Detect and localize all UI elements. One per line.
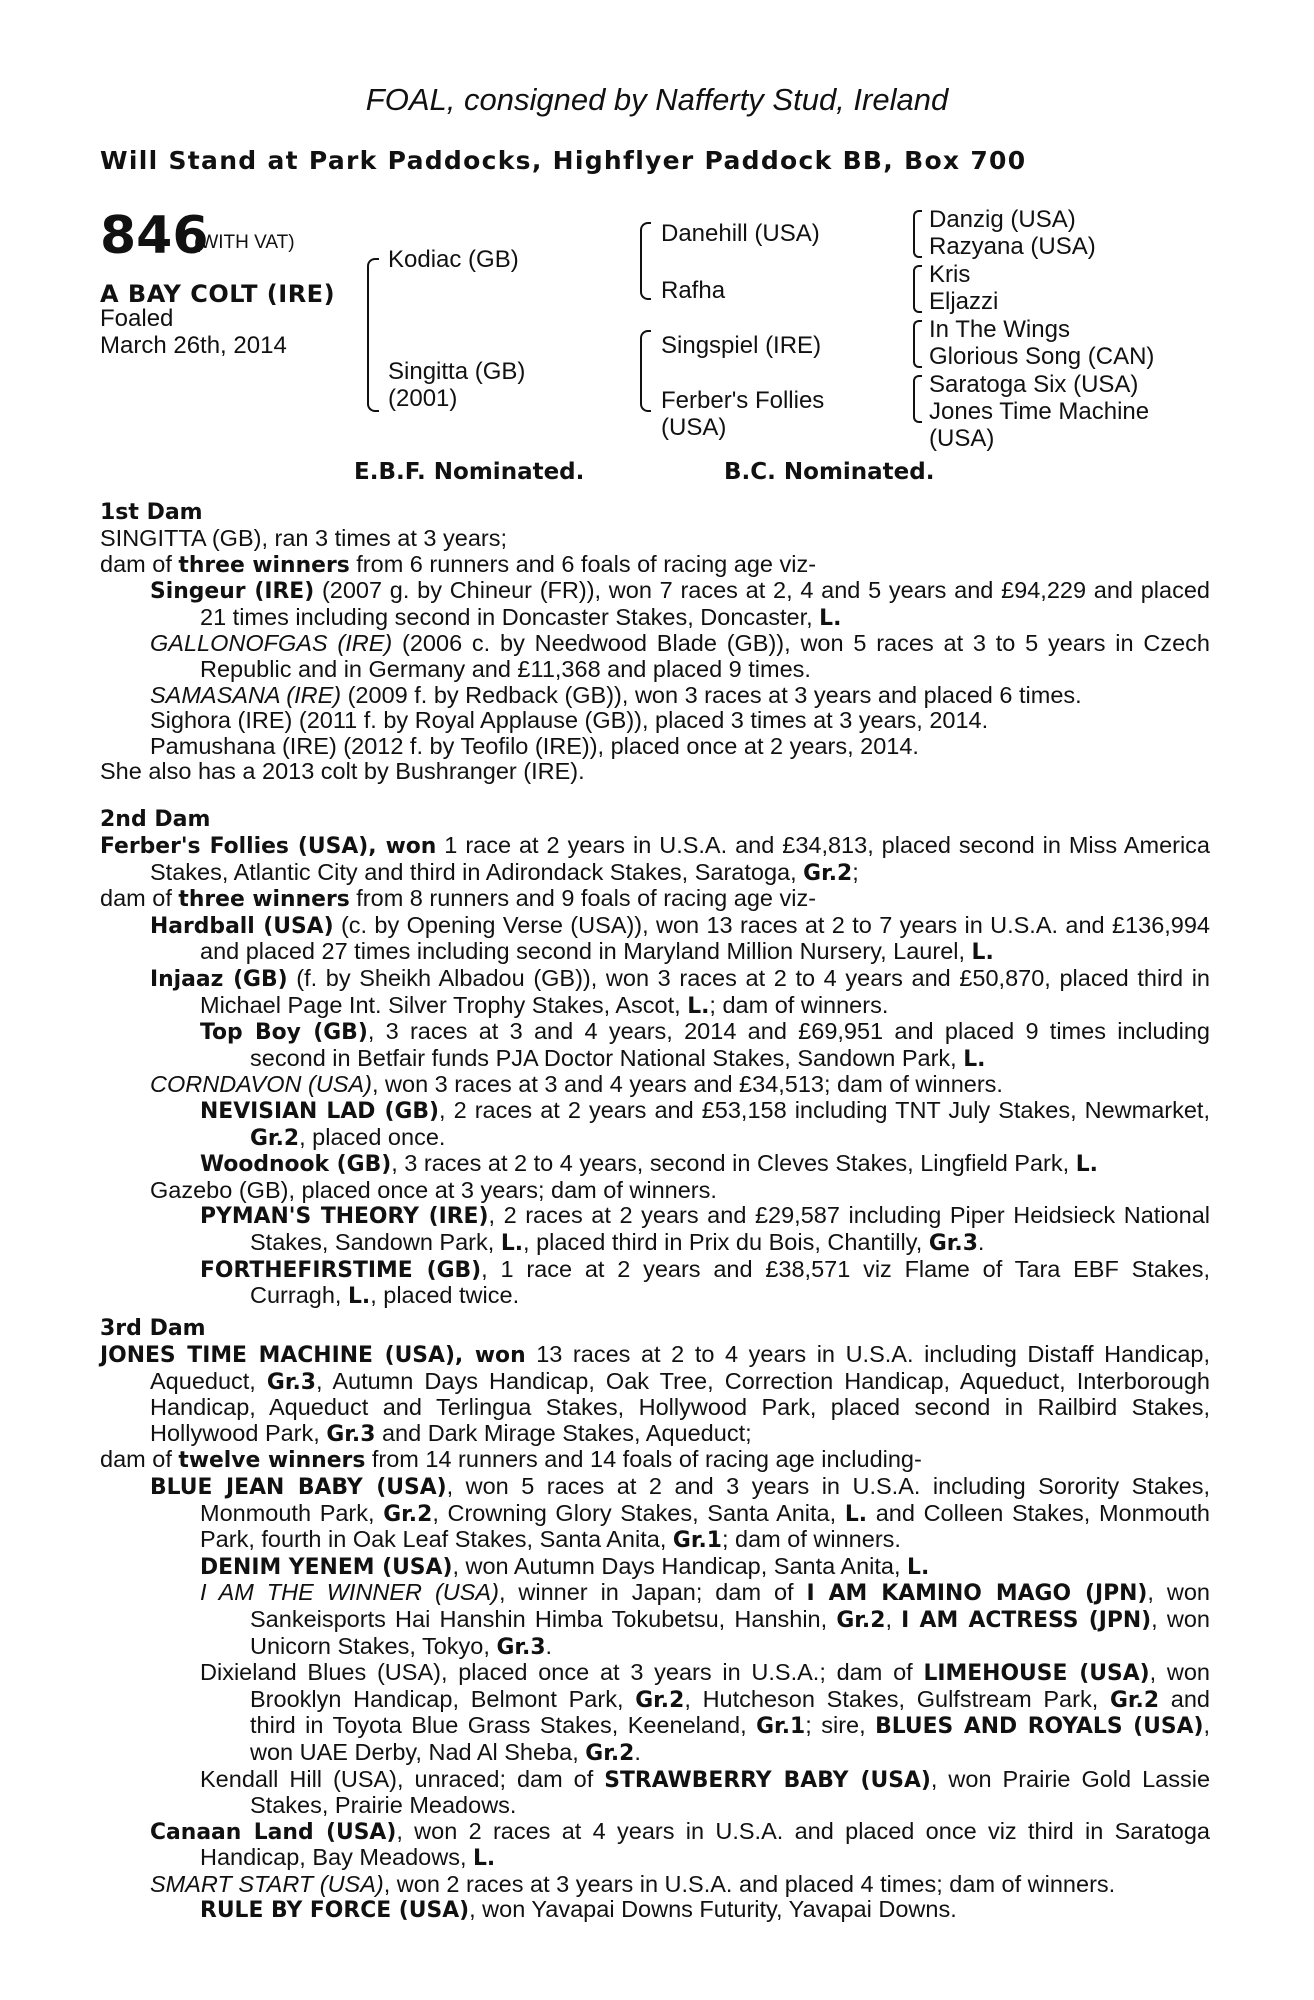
pedigree-bracket <box>913 210 922 258</box>
produce-entry: PYMAN'S THEORY (IRE), 2 races at 2 years and £29,587 including Piper Heidsieck National Stakes, Sandown Park, L., placed third in Prix du Bois, Chantilly, Gr.3. <box>200 1202 1210 1256</box>
lot-description: A BAY COLT (IRE) <box>100 280 336 308</box>
ancestor-g3-1: Danzig (USA) <box>929 206 1076 233</box>
produce-entry: Gazebo (GB), placed once at 3 years; dam of winners. <box>150 1176 717 1203</box>
produce-entry: Kendall Hill (USA), unraced; dam of STRAWBERRY BABY (USA), won Prairie Gold Lassie Stakes, Prairie Meadows. <box>200 1765 1211 1819</box>
second-dam-section <box>100 807 1210 1310</box>
lot-number: 846 <box>100 206 209 266</box>
produce-entry: Singeur (IRE) (2007 g. by Chineur (FR)), won 7 races at 2, 4 and 5 years and £94,229 and placed 21 times including second in Doncaster Stakes, Doncaster, L. <box>150 577 1210 631</box>
pedigree-bracket <box>913 265 922 313</box>
produce-entry: NEVISIAN LAD (GB), 2 races at 2 years and £53,158 including TNT July Stakes, Newmarket, Gr.2, placed once. <box>200 1096 1210 1151</box>
produce-entry: Dixieland Blues (USA), placed once at 3 years in U.S.A.; dam of LIMEHOUSE (USA), won Brooklyn Handicap, Belmont Park, Gr.2, Hutcheson Stakes, Gulfstream Park, Gr.2 and third in Toyota Blue Grass Stakes, Keeneland, Gr.1; sire, BLUES AND ROYALS (USA), won UAE Derby, Nad Al Sheba, Gr.2. <box>200 1659 1211 1766</box>
dam-produce-summary: dam of twelve winners from 14 runners and 14 foals of racing age including- <box>100 1446 922 1474</box>
pedigree-bracket <box>913 375 922 423</box>
ancestor-g3-6: Glorious Song (CAN) <box>929 343 1155 370</box>
first-dam-heading: 1st Dam <box>100 500 203 525</box>
vat-note: (WITH VAT) <box>194 232 295 253</box>
ancestor-g3-7: Saratoga Six (USA) <box>929 371 1139 398</box>
produce-entry: SMART START (USA), won 2 races at 3 years in U.S.A. and placed 4 times; dam of winners. <box>150 1870 1116 1897</box>
dam-sire: Singspiel (IRE) <box>661 332 822 359</box>
produce-entry: Sighora (IRE) (2011 f. by Royal Applause (GB)), placed 3 times at 3 years, 2014. <box>150 707 989 734</box>
produce-entry: RULE BY FORCE (USA), won Yavapai Downs Futurity, Yavapai Downs. <box>200 1896 957 1924</box>
first-dam-section <box>100 500 1210 785</box>
produce-entry: Injaaz (GB) (f. by Sheikh Albadou (GB)), won 3 races at 2 to 4 years and £50,870, placed third in Michael Page Int. Silver Trophy Stakes, Ascot, L.; dam of winners. <box>150 964 1210 1019</box>
produce-entry: I AM THE WINNER (USA), winner in Japan; dam of I AM KAMINO MAGO (JPN), won Sankeisports Hai Hanshin Himba Tokubetsu, Hanshin, Gr.2, I AM ACTRESS (JPN), won Unicorn Stakes, Tokyo, Gr.3. <box>200 1579 1211 1660</box>
produce-entry: Top Boy (GB), 3 races at 3 and 4 years, 2014 and £69,951 and placed 9 times including second in Betfair funds PJA Doctor National Stakes, Sandown Park, L. <box>200 1018 1210 1072</box>
dam-year: (2001) <box>388 385 458 412</box>
foaled-date: March 26th, 2014 <box>100 332 287 359</box>
sire-dam: Rafha <box>661 277 726 304</box>
foaled-label: Foaled <box>100 305 174 332</box>
dam-name: Singitta (GB) <box>388 358 526 385</box>
ancestor-g3-3: Kris <box>929 261 971 288</box>
ebf-nominated: E.B.F. Nominated. <box>354 459 585 485</box>
dam-record: Ferber's Follies (USA), won 1 race at 2 years in U.S.A. and £34,813, placed second in Miss America Stakes, Atlantic City and third in Adirondack Stakes, Saratoga, Gr.2; <box>100 832 1210 886</box>
produce-entry: Hardball (USA) (c. by Opening Verse (USA)), won 13 races at 2 to 7 years in U.S.A. and £136,994 and placed 27 times including second in Maryland Million Nursery, Laurel, L. <box>150 911 1210 966</box>
dam-produce-summary: dam of three winners from 6 runners and 6 foals of racing age viz- <box>100 550 817 578</box>
produce-entry: SAMASANA (IRE) (2009 f. by Redback (GB)), won 3 races at 3 years and placed 6 times. <box>150 681 1082 708</box>
dam-produce-summary: dam of three winners from 8 runners and 9 foals of racing age viz- <box>100 885 817 913</box>
produce-entry: FORTHEFIRSTIME (GB), 1 race at 2 years and £38,571 viz Flame of Tara EBF Stakes, Curragh, L., placed twice. <box>200 1255 1210 1310</box>
produce-note: She also has a 2013 colt by Bushranger (IRE). <box>100 758 585 785</box>
ancestor-g3-8: Jones Time Machine <box>929 398 1150 425</box>
produce-entry: CORNDAVON (USA), won 3 races at 3 and 4 years and £34,513; dam of winners. <box>150 1071 1003 1098</box>
dam-dam-country: (USA) <box>661 414 727 441</box>
produce-entry: Canaan Land (USA), won 2 races at 4 years in U.S.A. and placed once viz third in Saratoga Handicap, Bay Meadows, L. <box>150 1817 1210 1872</box>
ancestor-g3-4: Eljazzi <box>929 288 999 315</box>
bc-nominated: B.C. Nominated. <box>724 459 935 485</box>
dam-dam: Ferber's Follies <box>661 387 825 414</box>
produce-entry: GALLONOFGAS (IRE) (2006 c. by Needwood Blade (GB)), won 5 races at 3 to 5 years in Czech Republic and in Germany and £11,368 and placed 9 times. <box>150 630 1210 682</box>
ancestor-g3-8-country: (USA) <box>929 425 995 452</box>
stabling-line: Will Stand at Park Paddocks, Highflyer Paddock BB, Box 700 <box>100 146 1027 175</box>
pedigree-bracket <box>367 258 379 412</box>
produce-entry: Woodnook (GB), 3 races at 2 to 4 years, second in Cleves Stakes, Lingfield Park, L. <box>200 1150 1098 1178</box>
produce-entry: Pamushana (IRE) (2012 f. by Teofilo (IRE)), placed once at 2 years, 2014. <box>150 732 919 759</box>
dam-record: JONES TIME MACHINE (USA), won 13 races at 2 to 4 years in U.S.A. including Distaff Handicap, Aqueduct, Gr.3, Autumn Days Handicap, Oak Tree, Correction Handicap, Aqueduct, Interborough Handicap, Aqueduct and Terlingua Stakes, Hollywood Park, placed second in Railbird Stakes, Hollywood Park, Gr.3 and Dark Mirage Stakes, Aqueduct; <box>100 1341 1211 1447</box>
pedigree-bracket <box>640 222 651 300</box>
ancestor-g3-2: Razyana (USA) <box>929 233 1096 260</box>
second-dam-heading: 2nd Dam <box>100 807 211 832</box>
dam-record: SINGITTA (GB), ran 3 times at 3 years; <box>100 525 508 551</box>
pedigree-bracket <box>640 330 651 412</box>
third-dam-heading: 3rd Dam <box>100 1316 206 1341</box>
ancestor-g3-5: In The Wings <box>929 316 1070 343</box>
sire-name: Kodiac (GB) <box>388 246 519 273</box>
produce-entry: BLUE JEAN BABY (USA), won 5 races at 2 and 3 years in U.S.A. including Sorority Stakes, Monmouth Park, Gr.2, Crowning Glory Stakes, Santa Anita, L. and Colleen Stakes, Monmouth Park, fourth in Oak Leaf Stakes, Santa Anita, Gr.1; dam of winners. <box>150 1472 1211 1554</box>
third-dam-section <box>100 1316 1210 1924</box>
consignor-line: FOAL, consigned by Nafferty Stud, Ireland <box>365 82 949 117</box>
produce-entry: DENIM YENEM (USA), won Autumn Days Handicap, Santa Anita, L. <box>200 1552 930 1580</box>
sire-sire: Danehill (USA) <box>661 220 820 247</box>
pedigree-bracket <box>913 320 922 368</box>
